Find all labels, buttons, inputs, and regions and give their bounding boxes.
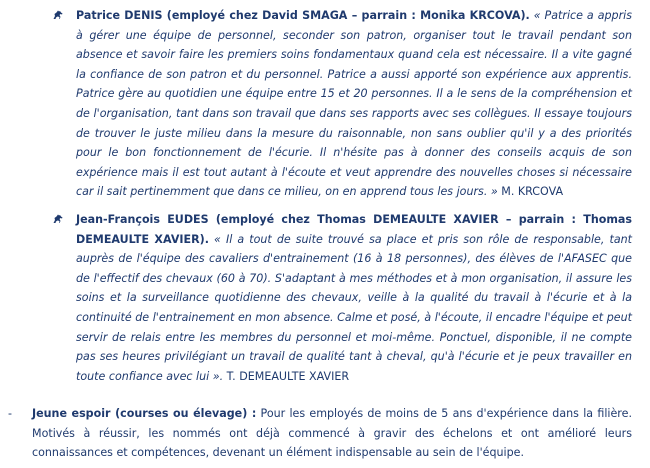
list-dash: - (8, 407, 13, 420)
testimonial-quote: « Patrice a appris à gérer une équipe de personnel, seconder son patron, organiser tout le travail pendant son absence et savoir faire les premiers soins fondamentaux quand cela est nécessaire. Il a vite gagné la confiance de son patron et du personnel. Patrice a aussi apporté son expérience aux apprentis. Patrice gère au quotidien une équipe entre 15 et 20 personnes. Il a le sens de la compréhension et de l'organisation, tant dans son travail que dans ses rapports avec ses collègues. Il essaye toujours de trouver le juste milieu dans la mesure du raisonnable, non sans oublier qu'il y a des priorités pour le bon fonctionnement de l'écurie. Il n'hésite pas à donner des conseils acquis de son expérience mais il est tout autant à l'écoute et veut apprendre des nouvelles choses si nécessaire car il sait pertinemment que dans ce milieu, on en apprend tous les jours. » (76, 9, 632, 199)
testimonial-paragraph (58, 210, 632, 386)
category-title: Jeune espoir (courses ou élevage) : (32, 407, 257, 420)
testimonial-signature: T. DEMEAULTE XAVIER (223, 369, 350, 383)
category-description: Pour les employés de moins de 5 ans d'expérience dans la filière. Motivés à réussir, les nommés ont déjà commencé à gravir des échelons et ont amélioré leurs connaissances et compétences, devenant un élément indispensable au sein de l'équipe. (32, 407, 632, 460)
testimonial-entry (58, 6, 632, 202)
testimonial-quote: « Il a tout de suite trouvé sa place et pris son rôle de responsable, tant auprès de l'équipe des cavaliers d'entrainement (16 à 18 personnes), des élèves de l'AFASEC que de l'effectif des chevaux (60 à 70). S'adaptant à mes méthodes et à mon organisation, il assure les soins et la surveillance quotidienne des chevaux, veille à la qualité du travail à l'écurie et à la continuité de l'entrainement en mon absence. Calme et posé, à l'écoute, il encadre l'équipe et peut servir de relais entre les membres du personnel et moi-même. Ponctuel, disponible, il ne compte pas ses heures privilégiant un travail de qualité tant à cheval, qu'à l'écurie et je peux travailler en toute confiance avec lui ». (76, 232, 633, 383)
testimonial-signature: M. KRCOVA (497, 185, 564, 199)
award-category-section (8, 404, 632, 463)
testimonial-entry (58, 210, 632, 386)
employee-name-line: Patrice DENIS (employé chez David SMAGA – parrain : Monika KRCOVA). (76, 9, 530, 22)
horse-icon (52, 9, 64, 21)
testimonial-paragraph (58, 6, 632, 202)
horse-icon (52, 213, 64, 225)
category-paragraph (8, 404, 632, 463)
employee-name-line: Jean-François EUDES (employé chez Thomas DEMEAULTE XAVIER – parrain : Thomas DEMEAULTE XAVIER). (76, 213, 632, 246)
